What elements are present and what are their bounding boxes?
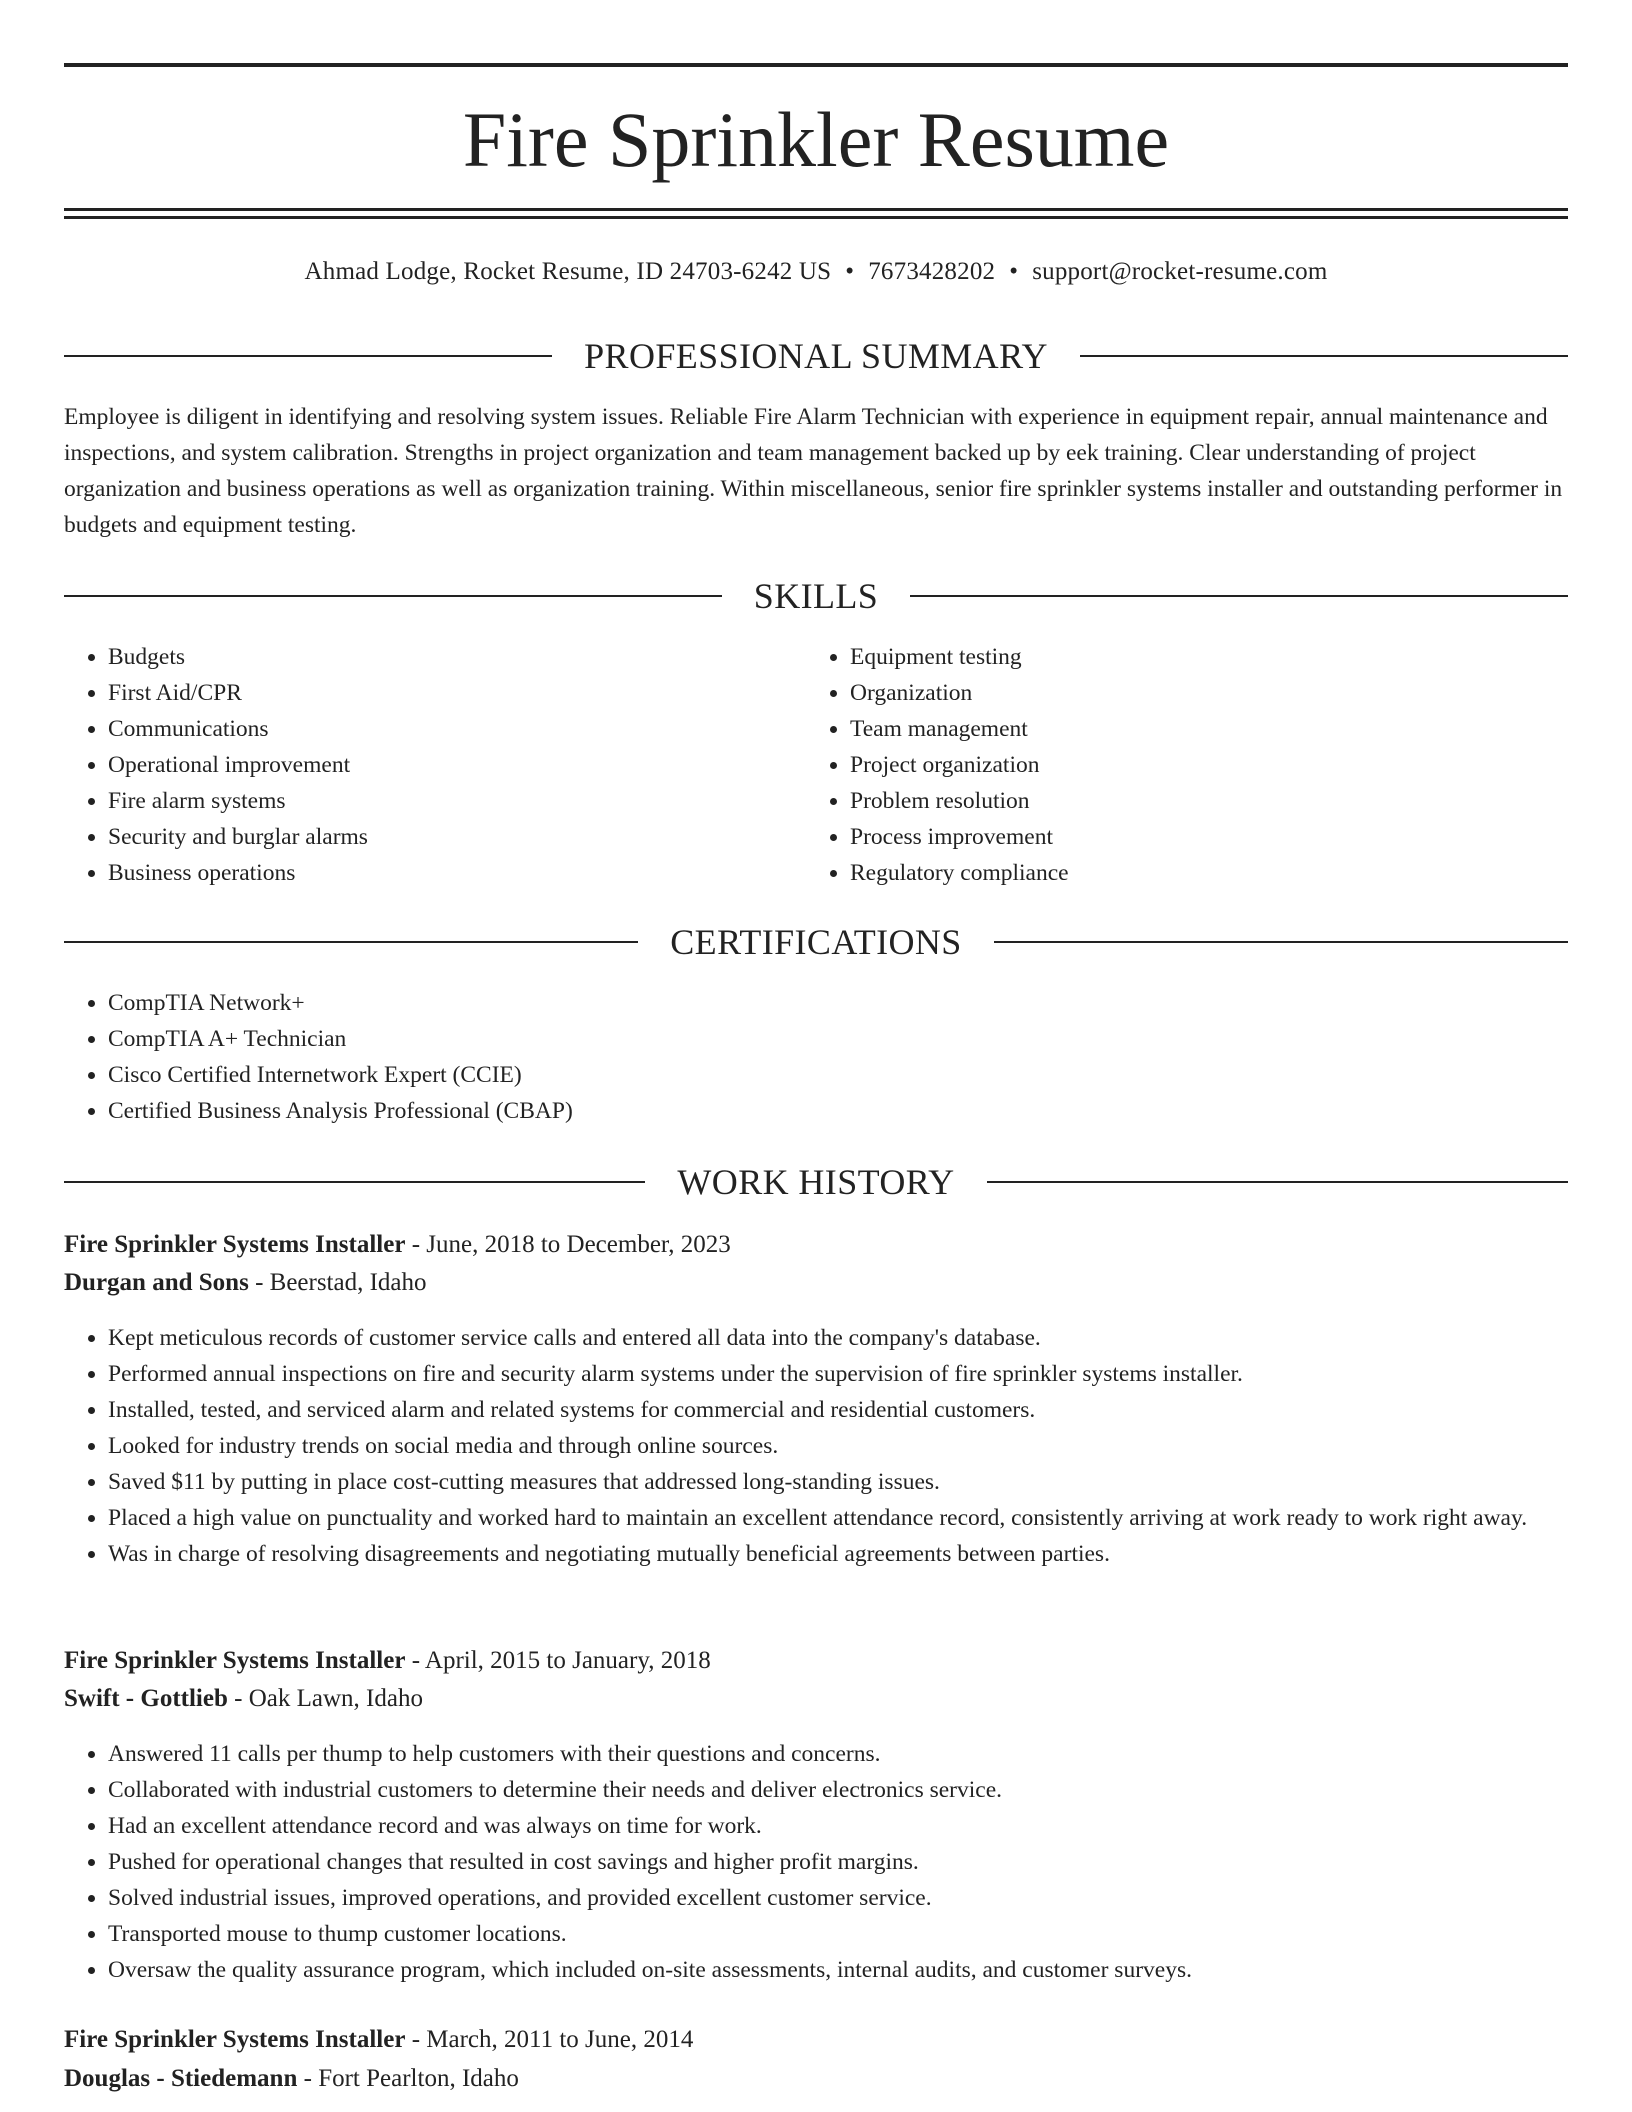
summary-section-header (64, 334, 1568, 378)
top-rule (64, 63, 1568, 67)
skill-item: • Team management (850, 711, 1550, 747)
section-rule-right (1080, 355, 1568, 357)
skill-item: • Regulatory compliance (850, 855, 1550, 891)
skill-item: • Business operations (108, 855, 808, 891)
job-duty: • Oversaw the quality assurance program, which included on-site assessments, internal audits, and customer surveys. (108, 1952, 1568, 1988)
skill-item: • Problem resolution (850, 783, 1550, 819)
section-rule-left (64, 355, 552, 357)
skill-item: • Project organization (850, 747, 1550, 783)
certification-item: • Certified Business Analysis Professional (CBAP) (108, 1093, 1568, 1129)
skill-item: • First Aid/CPR (108, 675, 808, 711)
job-duty: • Had an excellent attendance record and was always on time for work. (108, 1808, 1568, 1844)
job-duty: • Collaborated with industrial customers to determine their needs and deliver electronics service. (108, 1772, 1568, 1808)
job-company: Durgan and Sons (64, 1269, 249, 1296)
skill-item: • Operational improvement (108, 747, 808, 783)
job-company: Swift - Gottlieb (64, 1685, 228, 1712)
job-company-line (64, 2060, 1568, 2098)
certification-item: • Cisco Certified Internetwork Expert (CCIE) (108, 1057, 1568, 1093)
job-duty: • Installed, tested, and serviced alarm and related systems for commercial and residential customers. (108, 1392, 1568, 1428)
contact-separator: • (845, 258, 855, 285)
job-duty: • Performed annual inspections on fire and security alarm systems under the supervision of fire sprinkler systems installer. (108, 1356, 1568, 1392)
contact-address: Ahmad Lodge, Rocket Resume, ID 24703-6242 US (304, 258, 832, 285)
section-rule-right (994, 941, 1568, 943)
summary-heading: PROFESSIONAL SUMMARY (584, 336, 1048, 376)
job-duty: • Pushed for operational changes that resulted in cost savings and higher profit margins. (108, 1844, 1568, 1880)
job-duty: • Solved industrial issues, improved operations, and provided excellent customer service. (108, 1880, 1568, 1916)
job-duty: • Was in charge of resolving disagreements and negotiating mutually beneficial agreements between parties. (108, 1536, 1568, 1572)
work-history-heading: WORK HISTORY (677, 1162, 955, 1202)
contact-email: support@rocket-resume.com (1032, 258, 1328, 285)
job-location: - Fort Pearlton, Idaho (297, 2065, 519, 2092)
job-location: - Oak Lawn, Idaho (227, 1685, 423, 1712)
job-company-line (64, 1264, 1568, 1302)
resume-title: Fire Sprinkler Resume (462, 96, 1170, 183)
skill-item: • Organization (850, 675, 1550, 711)
certifications-list (64, 985, 1568, 1129)
section-rule-left (64, 941, 638, 943)
job-duties-list (64, 1320, 1568, 1572)
contact-line (64, 254, 1568, 290)
certifications-section-header (64, 920, 1568, 964)
skills-heading: SKILLS (753, 576, 879, 616)
job-duties-list (64, 1736, 1568, 1988)
skills-section-header (64, 574, 1568, 618)
section-rule-left (64, 1181, 645, 1183)
skill-item: • Fire alarm systems (108, 783, 808, 819)
job-title-line (64, 2021, 1568, 2059)
skill-item: • Security and burglar alarms (108, 819, 808, 855)
job-title-line (64, 1226, 1568, 1264)
job-duty: • Saved $11 by putting in place cost-cutting measures that addressed long-standing issues. (108, 1464, 1568, 1500)
job-title: Fire Sprinkler Systems Installer (64, 2026, 406, 2053)
job-dates: - April, 2015 to January, 2018 (405, 1647, 711, 1674)
skills-list-right (806, 639, 1550, 891)
job-duty: • Answered 11 calls per thump to help customers with their questions and concerns. (108, 1736, 1568, 1772)
skill-item: • Process improvement (850, 819, 1550, 855)
section-rule-right (987, 1181, 1568, 1183)
contact-phone: 7673428202 (868, 258, 996, 285)
job-duty: • Placed a high value on punctuality and worked hard to maintain an excellent attendance record, consistently arriving at work ready to work right away. (108, 1500, 1568, 1536)
job-duty: • Kept meticulous records of customer service calls and entered all data into the company's database. (108, 1320, 1568, 1356)
certification-item: • CompTIA Network+ (108, 985, 1568, 1021)
job-company: Douglas - Stiedemann (64, 2065, 298, 2092)
job-location: - Beerstad, Idaho (248, 1269, 427, 1296)
job-duty: • Transported mouse to thump customer locations. (108, 1916, 1568, 1952)
job-dates: - March, 2011 to June, 2014 (405, 2026, 694, 2053)
section-rule-right (910, 595, 1568, 597)
summary-text: Employee is diligent in identifying and resolving system issues. Reliable Fire Alarm Technician with experience in equipment repair, annual maintenance and inspections, and system calibration. Strengths in project organization and team management backed up by eek training. Clear understanding of project organization and business operations as well as organization training. Within miscellaneous, senior fire sprinkler systems installer and outstanding performer in budgets and equipment testing. (64, 404, 1563, 538)
skill-item: • Equipment testing (850, 639, 1550, 675)
job-title: Fire Sprinkler Systems Installer (64, 1647, 406, 1674)
job-duty: • Looked for industry trends on social media and through online sources. (108, 1428, 1568, 1464)
certification-item: • CompTIA A+ Technician (108, 1021, 1568, 1057)
job-title-line (64, 1642, 1568, 1680)
work-history-section-header (64, 1160, 1568, 1204)
title-rule-lower (64, 216, 1568, 219)
skills-list-left (64, 639, 808, 891)
contact-separator: • (1009, 258, 1019, 285)
section-rule-left (64, 595, 722, 597)
certifications-heading: CERTIFICATIONS (670, 922, 962, 962)
job-dates: - June, 2018 to December, 2023 (405, 1231, 731, 1258)
title-rule-upper (64, 208, 1568, 211)
job-company-line (64, 1680, 1568, 1718)
job-title: Fire Sprinkler Systems Installer (64, 1231, 406, 1258)
skill-item: • Budgets (108, 639, 808, 675)
skill-item: • Communications (108, 711, 808, 747)
